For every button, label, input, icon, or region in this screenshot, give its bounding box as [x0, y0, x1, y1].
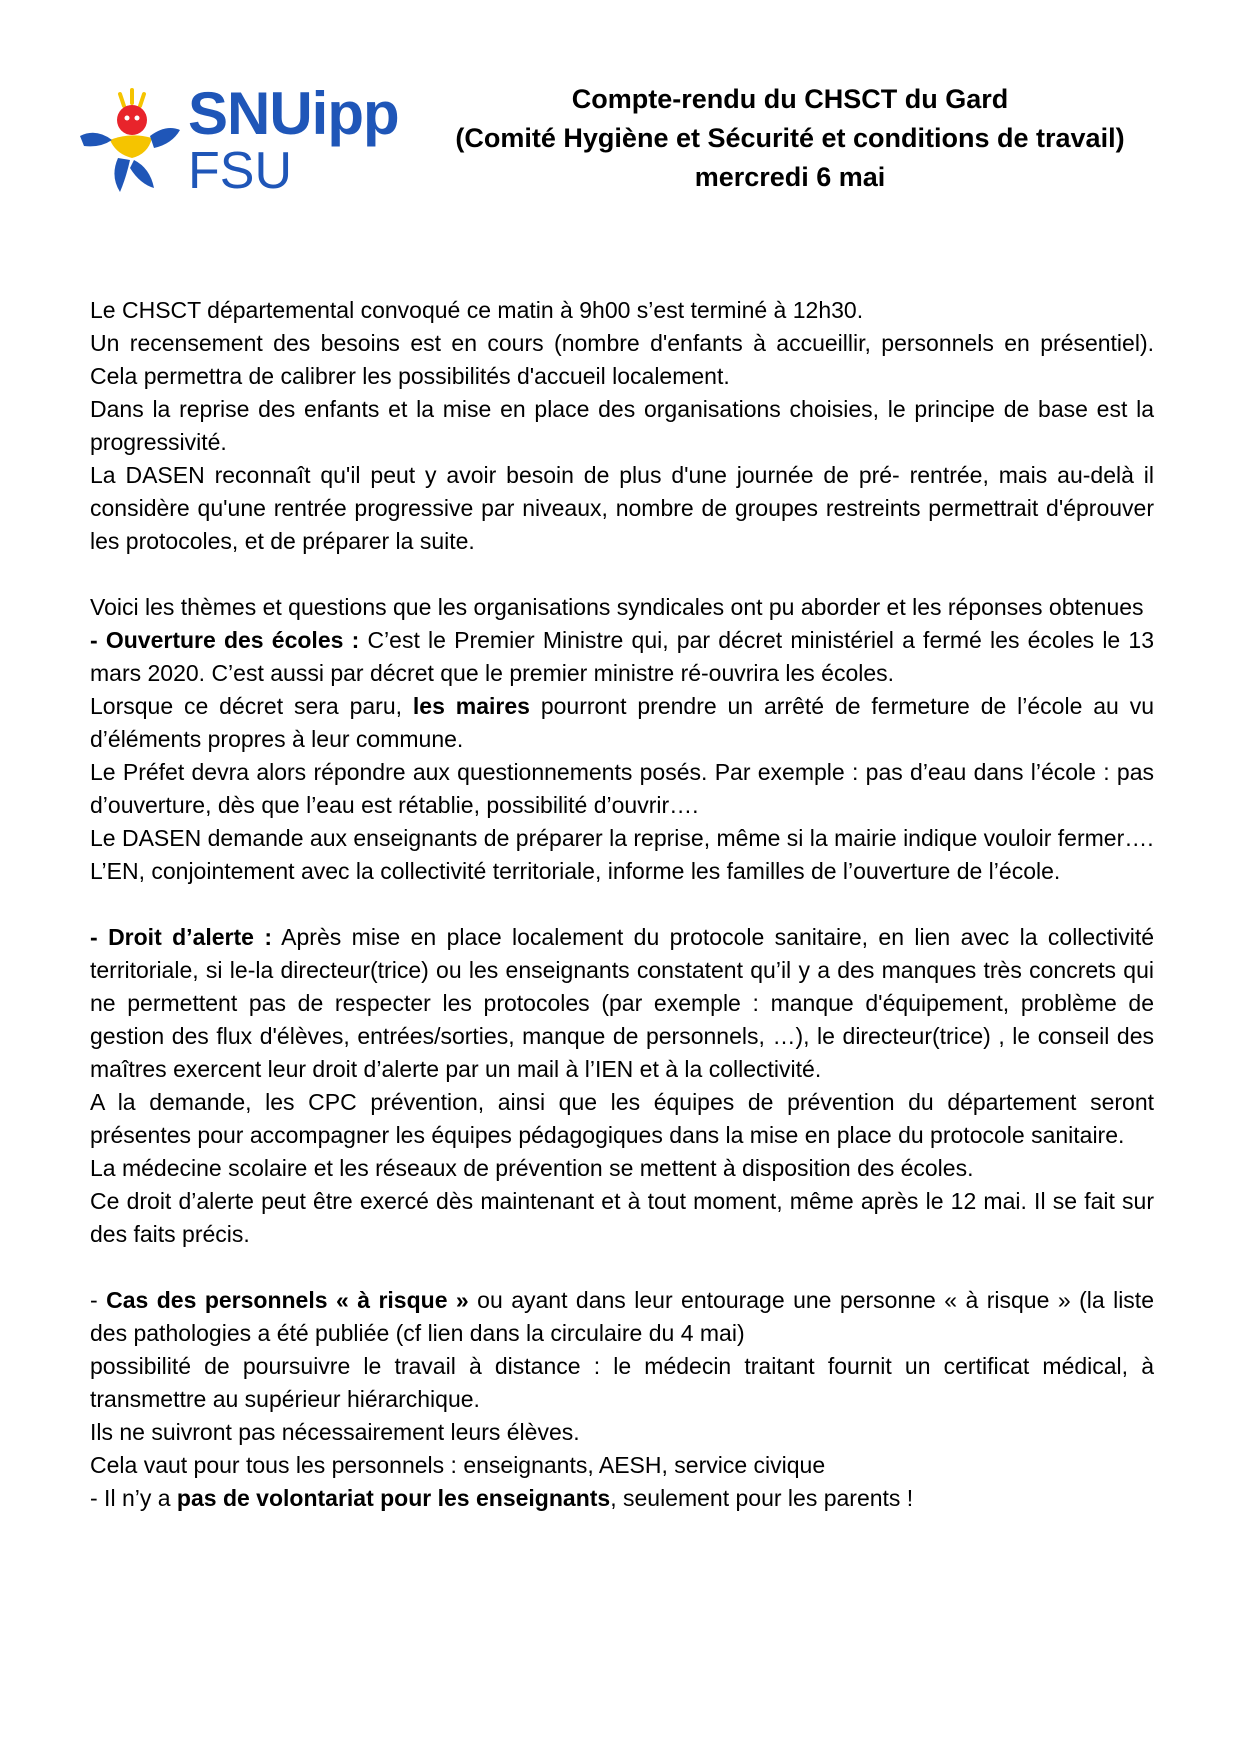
risque-heading: Cas des personnels « à risque »	[106, 1287, 469, 1313]
risque-paragraph-3: Ils ne suivront pas nécessairement leurs élèves.	[90, 1419, 580, 1445]
risque-paragraph-1	[90, 1284, 1154, 1350]
title-line-2: (Comité Hygiène et Sécurité et conditions de travail)	[455, 123, 1125, 153]
logo-name-fsu: FSU	[188, 142, 292, 200]
risque-prefix: -	[90, 1287, 107, 1313]
ouverture-heading: - Ouverture des écoles :	[90, 627, 360, 653]
alerte-paragraph-1	[90, 921, 1154, 1086]
ouverture-paragraph-1	[90, 624, 1154, 690]
themes-intro: Voici les thèmes et questions que les organisations syndicales ont pu aborder et les réponses obtenues	[90, 594, 1144, 620]
intro-paragraph-2: Un recensement des besoins est en cours (nombre d'enfants à accueillir, personnels en présentiel). Cela permettra de calibrer les possibilités d'accueil localement.	[90, 330, 1154, 389]
risque-paragraph-5	[90, 1482, 1154, 1515]
ouverture-text-2b: pourront prendre un arrêté de fermeture de l’école au vu d’éléments propres à leur commune.	[90, 693, 1155, 752]
title-line-1: Compte-rendu du CHSCT du Gard	[571, 84, 1009, 114]
title-line-3: mercredi 6 mai	[694, 162, 886, 192]
ouverture-paragraph-5: L’EN, conjointement avec la collectivité territoriale, informe les familles de l’ouverture de l’école.	[90, 858, 1061, 884]
document-title	[420, 80, 1160, 197]
risque-text-5a: - Il n’y a	[90, 1485, 177, 1511]
page-header	[0, 0, 1241, 230]
logo-name-snuipp: SNUipp	[188, 80, 399, 147]
risque-text-1: ou ayant dans leur entourage une personne « à risque » (la liste des pathologies a été publiée (cf lien dans la circulaire du 4 mai)	[90, 1287, 1154, 1346]
risque-text-5b: , seulement pour les parents !	[610, 1485, 914, 1511]
spacer	[90, 888, 1154, 921]
volontariat-emphasis: pas de volontariat pour les enseignants	[176, 1485, 611, 1511]
ouverture-paragraph-4: Le DASEN demande aux enseignants de préparer la reprise, même si la mairie indique vouloir fermer….	[90, 825, 1154, 851]
spacer	[90, 558, 1154, 591]
mascot-icon	[80, 88, 190, 208]
document-body	[90, 294, 1154, 1515]
maires-emphasis: les maires	[412, 693, 530, 719]
risque-paragraph-2: possibilité de poursuivre le travail à distance : le médecin traitant fournit un certificat médical, à transmettre au supérieur hiérarchique.	[90, 1353, 1154, 1412]
ouverture-paragraph-3: Le Préfet devra alors répondre aux questionnements posés. Par exemple : pas d’eau dans l’école : pas d’ouverture, dès que l’eau est rétablie, possibilité d’ouvrir….	[90, 759, 1154, 818]
alerte-paragraph-2: A la demande, les CPC prévention, ainsi que les équipes de prévention du département seront présentes pour accompagner les équipes pédagogiques dans la mise en place du protocole sanitaire.	[90, 1089, 1154, 1148]
alerte-paragraph-4: Ce droit d’alerte peut être exercé dès maintenant et à tout moment, même après le 12 mai. Il se fait sur des faits précis.	[90, 1188, 1154, 1247]
intro-paragraph-4: La DASEN reconnaît qu'il peut y avoir besoin de plus d'une journée de pré- rentrée, mais au-delà il considère qu'une rentrée progressive par niveaux, nombre de groupes restreints permettrait d'éprouver les protocoles, et de préparer la suite.	[90, 462, 1154, 554]
alerte-heading: - Droit d’alerte :	[90, 924, 273, 950]
spacer	[90, 1251, 1154, 1284]
intro-paragraph-1: Le CHSCT départemental convoqué ce matin à 9h00 s’est terminé à 12h30.	[90, 297, 864, 323]
ouverture-text-2a: Lorsque ce décret sera paru,	[90, 693, 413, 719]
alerte-text-1: Après mise en place localement du protocole sanitaire, en lien avec la collectivité territoriale, si le-la directeur(trice) ou les enseignants constatent qu’il y a des manques très concrets qui ne permettent pas de respecter les protocoles (par exemple : manque d'équipement, problème de gestion des flux d'élèves, entrées/sorties, manque de personnels, …), le directeur(trice) , le conseil des maîtres exercent leur droit d’alerte par un mail à l’IEN et à la collectivité.	[90, 924, 1155, 1082]
snuipp-fsu-logo	[80, 80, 410, 208]
alerte-paragraph-3: La médecine scolaire et les réseaux de prévention se mettent à disposition des écoles.	[90, 1155, 974, 1181]
ouverture-text-1: C’est le Premier Ministre qui, par décret ministériel a fermé les écoles le 13 mars 2020. C’est aussi par décret que le premier ministre ré-ouvrira les écoles.	[90, 627, 1154, 686]
intro-paragraph-3: Dans la reprise des enfants et la mise en place des organisations choisies, le principe de base est la progressivité.	[90, 396, 1154, 455]
ouverture-paragraph-2	[90, 690, 1154, 756]
risque-paragraph-4: Cela vaut pour tous les personnels : enseignants, AESH, service civique	[90, 1452, 826, 1478]
